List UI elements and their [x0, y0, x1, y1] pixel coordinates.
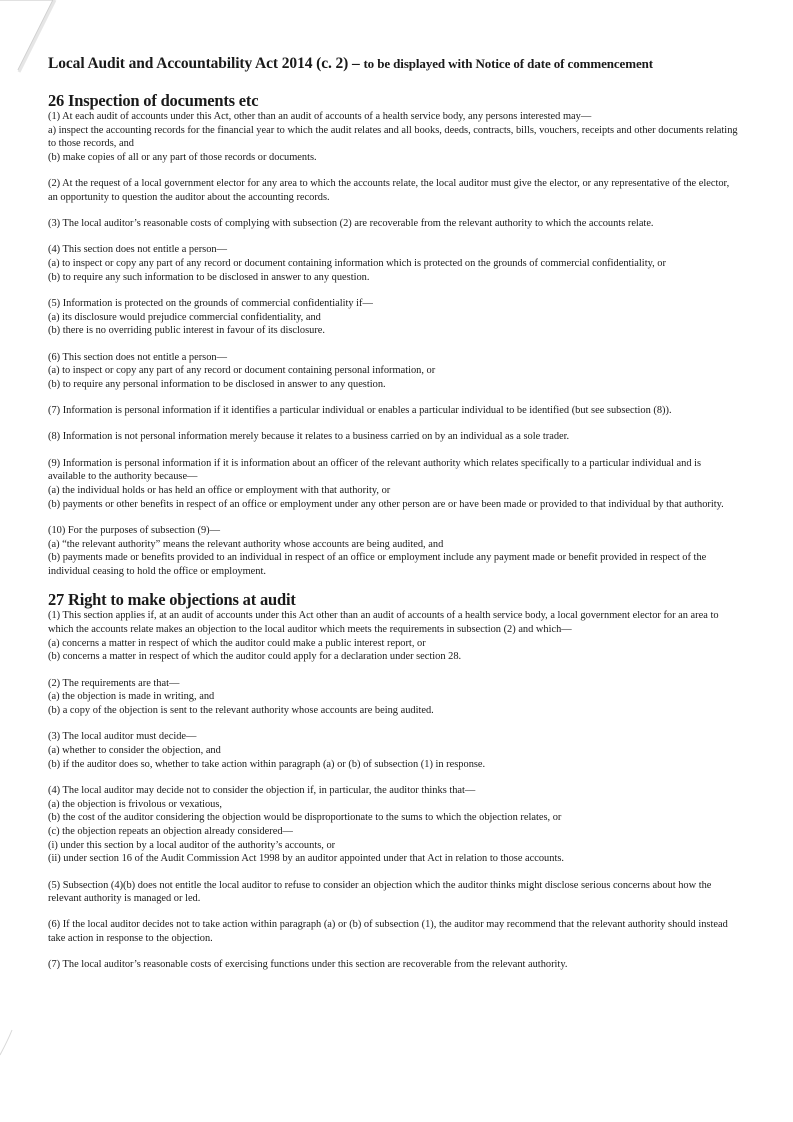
clause-text: (b) if the auditor does so, whether to take action within paragraph (a) or (b) of subsection (1) in response. [48, 758, 486, 770]
subsection-paragraph [48, 177, 738, 204]
clause-text: (c) the objection repeats an objection already considered— [48, 825, 293, 837]
subsection-paragraph [48, 243, 738, 284]
subsection-text: (3) The local auditor must decide— [48, 731, 197, 743]
subsection-paragraph [48, 958, 738, 972]
subsection-text: (3) The local auditor’s reasonable costs of complying with subsection (2) are recoverable from the relevant authority to which the accounts relate. [48, 218, 654, 230]
clause-text: (a) whether to consider the objection, and [48, 744, 221, 756]
clause-text: (b) concerns a matter in respect of which the auditor could apply for a declaration under section 28. [48, 651, 462, 663]
clause-text: (b) to require any personal information to be disclosed in answer to any question. [48, 379, 386, 391]
subsection-text: (6) This section does not entitle a person— [48, 351, 228, 363]
title-separator: – [348, 55, 364, 72]
subsection-text: (2) The requirements are that— [48, 677, 180, 689]
clause-text: (b) payments made or benefits provided to an individual in respect of an office or employment include any payment made or benefit provided in respect of the individual ceasing to hold the office or employment. [48, 552, 707, 578]
subsection-paragraph [48, 430, 738, 444]
clause-text: (a) the objection is made in writing, and [48, 691, 215, 703]
subsection-paragraph [48, 918, 738, 945]
display-notice: to be displayed with Notice of date of commencement [363, 56, 653, 71]
clause-text: (a) to inspect or copy any part of any record or document containing personal information, or [48, 365, 436, 377]
subsection-paragraph [48, 297, 738, 338]
section-heading: 26 Inspection of documents etc [48, 91, 259, 110]
clause-text: (a) the individual holds or has held an office or employment with that authority, or [48, 485, 391, 497]
subsection-paragraph [48, 110, 738, 165]
subsection-paragraph [48, 879, 738, 906]
section-27 [48, 591, 738, 972]
subsection-paragraph [48, 609, 738, 664]
clause-text: (a) the objection is frivolous or vexatious, [48, 798, 223, 810]
clause-text: (ii) under section 16 of the Audit Commission Act 1998 by an auditor appointed under that Act in relation to those accounts. [48, 853, 564, 865]
clause-text: (b) the cost of the auditor considering the objection would be disproportionate to the sums to which the objection relates, or [48, 812, 562, 824]
subsection-text: (2) At the request of a local government elector for any area to which the accounts relate, the local auditor must give the elector, or any representative of the elector, an opportunity to question the auditor about the accounting records. [48, 178, 730, 204]
clause-text: (b) payments or other benefits in respect of an office or employment under any other person are or have been made or provided to that individual by that authority. [48, 498, 724, 510]
subsection-text: (6) If the local auditor decides not to take action within paragraph (a) or (b) of subsection (1), the auditor may recommend that the relevant authority should instead take action in response to the objection. [48, 919, 728, 945]
clause-text: (b) there is no overriding public interest in favour of its disclosure. [48, 325, 326, 337]
subsection-text: (4) This section does not entitle a person— [48, 244, 228, 256]
subsection-paragraph [48, 730, 738, 771]
clause-text: (a) its disclosure would prejudice commercial confidentiality, and [48, 311, 321, 323]
document-page [48, 54, 738, 985]
subsection-text: (10) For the purposes of subsection (9)— [48, 524, 220, 536]
subsection-text: (7) Information is personal information if it identifies a particular individual or enables a particular individual to be identified (but see subsection (8)). [48, 405, 672, 417]
subsection-paragraph [48, 524, 738, 579]
sections-container [48, 92, 738, 972]
subsection-text: (9) Information is personal information if it is information about an officer of the relevant authority which relates specifically to a particular individual and is available to the authority because— [48, 457, 702, 483]
clause-text: (a) to inspect or copy any part of any record or document containing information which is protected on the grounds of commercial confidentiality, or [48, 258, 666, 270]
section-heading: 27 Right to make objections at audit [48, 590, 296, 610]
clause-text: (b) make copies of all or any part of those records or documents. [48, 152, 317, 164]
subsection-paragraph [48, 351, 738, 392]
subsection-text: (1) This section applies if, at an audit of accounts under this Act other than an audit of accounts of a health service body, a local government elector for an area to which the accounts relate makes an objection to the local auditor which meets the requirements in subsection (2) and which— [48, 610, 719, 635]
act-title: Local Audit and Accountability Act 2014 (c. 2) [48, 55, 349, 72]
clause-text: (a) concerns a matter in respect of which the auditor could make a public interest report, or [48, 637, 426, 649]
subsection-paragraph [48, 404, 738, 418]
subsection-paragraph [48, 457, 738, 512]
subsection-text: (1) At each audit of accounts under this Act, other than an audit of accounts of a health service body, any persons interested may— [48, 111, 592, 122]
subsection-paragraph [48, 217, 738, 231]
clause-text: a) inspect the accounting records for the financial year to which the audit relates and all books, deeds, contracts, bills, vouchers, receipts and other documents relating to those records, and [48, 124, 738, 150]
document-title [48, 54, 738, 74]
clause-text: (i) under this section by a local auditor of the authority’s accounts, or [48, 839, 336, 851]
section-26 [48, 92, 738, 579]
clause-text: (b) to require any such information to be disclosed in answer to any question. [48, 271, 370, 283]
subsection-text: (7) The local auditor’s reasonable costs of exercising functions under this section are recoverable from the relevant authority. [48, 959, 568, 971]
subsection-paragraph [48, 677, 738, 718]
subsection-text: (8) Information is not personal information merely because it relates to a business carried on by an individual as a sole trader. [48, 431, 570, 443]
subsection-text: (5) Information is protected on the grounds of commercial confidentiality if— [48, 298, 373, 310]
clause-text: (a) “the relevant authority” means the relevant authority whose accounts are being audited, and [48, 538, 444, 550]
subsection-paragraph [48, 784, 738, 866]
clause-text: (b) a copy of the objection is sent to the relevant authority whose accounts are being audited. [48, 705, 434, 716]
subsection-text: (4) The local auditor may decide not to consider the objection if, in particular, the auditor thinks that— [48, 784, 476, 796]
subsection-text: (5) Subsection (4)(b) does not entitle the local auditor to refuse to consider an objection which the auditor thinks might disclose serious concerns about how the relevant authority is managed or led. [48, 879, 712, 905]
